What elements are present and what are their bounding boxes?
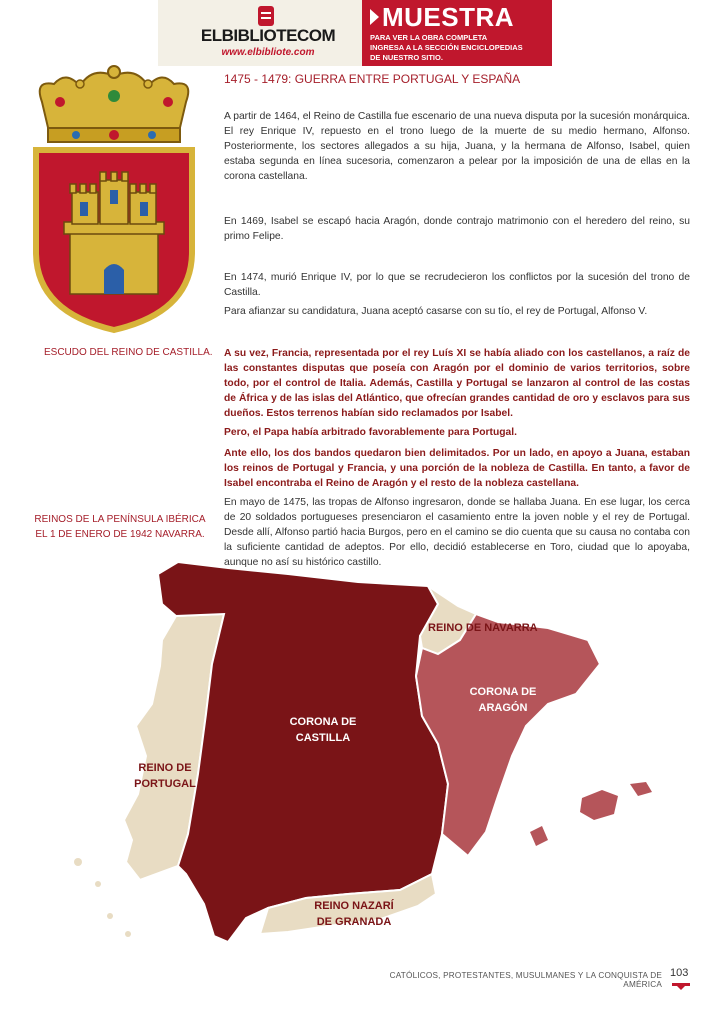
- label-granada-line: REINO NAZARÍ: [314, 900, 394, 912]
- iberia-map: [28, 544, 664, 964]
- muestra-line: PARA VER LA OBRA COMPLETA: [370, 33, 488, 42]
- map-caption: [30, 512, 210, 542]
- label-castilla-line: CORONA DE: [289, 716, 357, 728]
- coat-caption: ESCUDO DEL REINO DE CASTILLA.: [44, 347, 213, 358]
- islet: [125, 931, 131, 937]
- play-arrow-icon: [370, 9, 379, 25]
- muestra-line: DE NUESTRO SITIO.: [370, 53, 443, 62]
- island-mallorca: [580, 790, 618, 820]
- muestra-line: INGRESA A LA SECCIÓN ENCICLOPEDIAS: [370, 43, 523, 52]
- brand-name: ELBIBLIOTECOM: [200, 26, 336, 45]
- crown-icon: [40, 66, 189, 142]
- article-paragraph: A partir de 1464, el Reino de Castilla fue escenario de una nueva disputa por la sucesión monárquica. El rey Enrique IV, repuesto en el trono luego de la muerte de su medio hermano, Alfonso. Posteriormente, los sectores allegados a su hija, Juana, y la hermana de Alfonso, Isabel, quien estaba segunda en línea sucesoria, comenzaron a pelear por la imposición de una de ellas en la corona castellana.: [224, 111, 690, 182]
- region-aragon: [416, 614, 600, 856]
- article-paragraph: En mayo de 1475, las tropas de Alfonso ingresaron, donde se hallaba Juana. En ese lugar, los cerca de 20 soldados portugueses presenciaron el casamiento entre la joven noble y el rey de Portugal. Desde allí, Alfonso partió hacia Burgos, pero en el camino se dio cuenta que su causa no contaba con la suficiente cantidad de adeptos. Por ello, decidió establecerse en Toro, ciudad que lo apoyaba, aunque no así su histórico castillo.: [224, 497, 690, 568]
- label-castilla: [278, 714, 368, 746]
- label-castilla-line: CASTILLA: [295, 732, 351, 744]
- label-portugal: [120, 760, 210, 792]
- muestra-block[interactable]: [362, 0, 552, 66]
- muestra-title: MUESTRA: [382, 2, 515, 32]
- islet: [95, 881, 101, 887]
- label-navarra: REINO DE NAVARRA: [428, 622, 538, 634]
- footer-book-title: CATÓLICOS, PROTESTANTES, MUSULMANES Y LA CONQUISTA DE AMÉRICA: [389, 971, 662, 989]
- label-portugal-line: REINO DE: [138, 762, 192, 774]
- article-paragraph: Ante ello, los dos bandos quedaron bien delimitados. Por un lado, en apoyo a Juana, estaban los reinos de Portugal y Francia, y una porción de la nobleza de Castilla. En tanto, a favor de Isabel encontraba el Reino de Aragón y el resto de la nobleza castellana.: [224, 448, 690, 489]
- label-aragon-line: ARAGÓN: [478, 702, 528, 714]
- book-icon: [258, 6, 274, 26]
- label-aragon-line: CORONA DE: [469, 686, 537, 698]
- label-portugal-line: PORTUGAL: [134, 778, 196, 790]
- label-aragon: [458, 684, 548, 716]
- map-caption-line: REINOS DE LA PENÍNSULA IBÉRICA: [34, 514, 206, 525]
- article-paragraph: Pero, el Papa había arbitrado favorablemente para Portugal.: [224, 427, 517, 438]
- article-paragraph: En 1474, murió Enrique IV, por lo que se recrudecieron los conflictos por la sucesión del trono de Castilla.: [224, 272, 690, 298]
- page-mark-triangle-icon: [677, 986, 685, 990]
- islet: [107, 913, 113, 919]
- islet: [74, 858, 82, 866]
- page-number: 103: [670, 967, 689, 979]
- map-caption-line: EL 1 DE ENERO DE 1942 NAVARRA.: [35, 529, 205, 540]
- castile-coat-of-arms: [14, 62, 214, 334]
- article-heading: 1475 - 1479: GUERRA ENTRE PORTUGAL Y ESPAÑA: [224, 72, 521, 86]
- island-ibiza: [530, 826, 548, 846]
- island-menorca: [630, 782, 652, 796]
- brand-block: [158, 0, 362, 66]
- label-granada-line: DE GRANADA: [316, 916, 392, 928]
- article-paragraph: A su vez, Francia, representada por el rey Luís XI se había aliado con los castellanos, a raíz de las constantes disputas que poseía con Aragón por el dominio de varios territorios, sobre todo, por el control de Italia. Además, Castilla y Portugal se lanzaron al control de las costas de África y de las islas del Atlántico, que ofrecían grandes cantidad de oro y esclavos para sus dueños. Estos terrenos habían sido reclamados por Isabel.: [224, 348, 690, 419]
- article-paragraph: En 1469, Isabel se escapó hacia Aragón, donde contrajo matrimonio con el heredero del reino, su primo Felipe.: [224, 216, 690, 242]
- article-paragraph: Para afianzar su candidatura, Juana aceptó casarse con su tío, el rey de Portugal, Alfonso V.: [224, 306, 648, 317]
- muestra-banner[interactable]: [158, 0, 552, 66]
- brand-url[interactable]: www.elbibliote.com: [221, 47, 315, 58]
- label-granada: [304, 898, 404, 930]
